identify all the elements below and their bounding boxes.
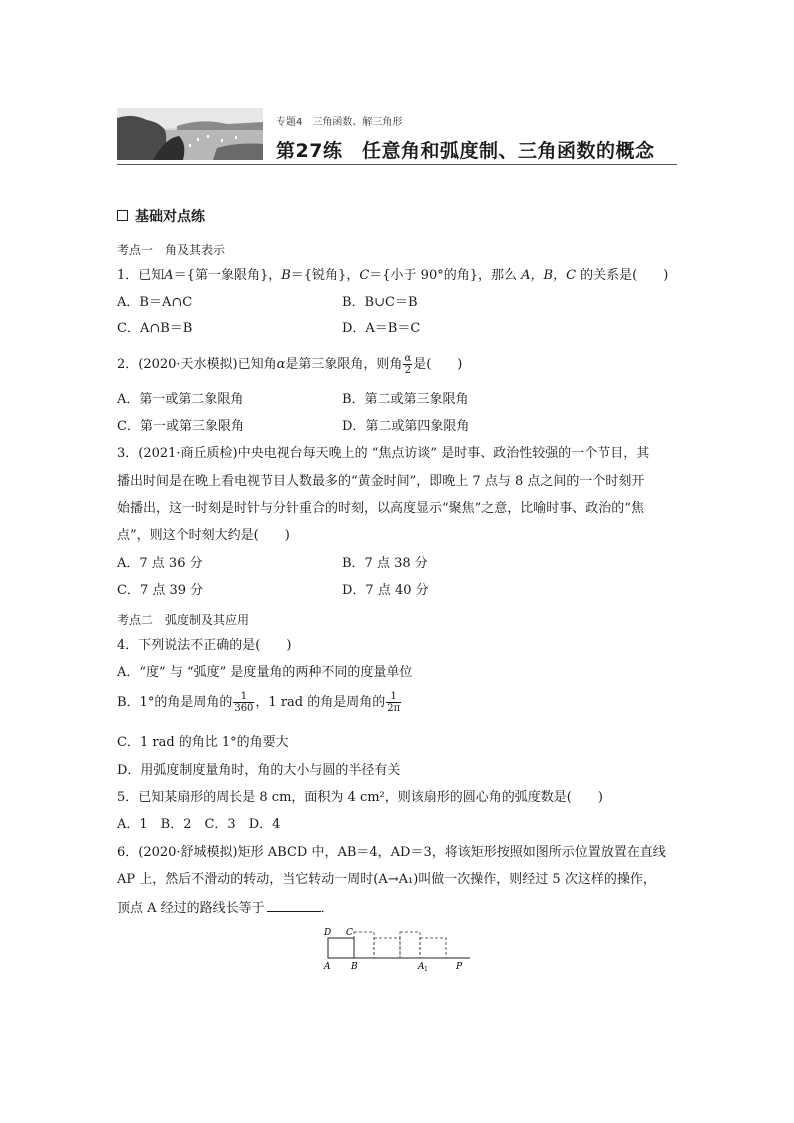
- label-c: C: [346, 928, 353, 938]
- q3-line-3: 始播出，这一时刻是时针与分针重合的时刻，以高度显示“聚焦”之意，比喻时事、政治的“焦: [117, 501, 644, 516]
- q5-stem: 5．已知某扇形的周长是 8 cm，面积为 4 cm²，则该扇形的圆心角的弧度数是( ): [117, 790, 603, 805]
- q3-option-b: B．7 点 38 分: [342, 556, 428, 571]
- label-a: A: [324, 962, 331, 972]
- q4-option-d: D．用弧度制度量角时，角的大小与圆的半径有关: [117, 763, 401, 778]
- q1-option-b: B．B∪C＝B: [342, 295, 418, 310]
- q3-option-a: A．7 点 36 分: [117, 556, 203, 571]
- answer-blank: [267, 899, 321, 912]
- dashed-rect-3: [400, 932, 420, 958]
- label-b: B: [351, 962, 358, 972]
- subject-label: 专题4 三角函数、解三角形: [276, 117, 403, 128]
- label-a1: A: [418, 962, 425, 972]
- header-landscape-image: [117, 108, 263, 160]
- page-title: 第27练 任意角和弧度制、三角函数的概念: [276, 140, 655, 162]
- q6-line-3: 顶点 A 经过的路线长等于 ．: [117, 901, 334, 916]
- kaodian-2: 考点二 弧度制及其应用: [117, 613, 250, 627]
- q3-line-4: 点”，则这个时刻大约是( ): [117, 528, 290, 543]
- q1-stem: 1．已知A＝{第一象限角}，B＝{锐角}，C＝{小于 90°的角}，那么 A，B，C 的关系是( ): [117, 268, 669, 283]
- q1-option-a: A．B＝A∩C: [117, 295, 193, 310]
- fraction-1-over-360: $\frac{1}{360}$: [234, 691, 254, 714]
- kaodian-1: 考点一 角及其表示: [117, 243, 226, 257]
- q2-option-b: B．第二或第三象限角: [342, 392, 469, 407]
- q5-options: A．1 B．2 C．3 D．4: [117, 817, 281, 832]
- q6-line-1: 6．(2020·舒城模拟)矩形 ABCD 中，AB＝4，AD＝3，将该矩形按照如图所示位置放置在直线: [117, 845, 666, 860]
- rectangle-rolling-figure: [318, 924, 474, 974]
- label-a1-subscript: 1: [424, 966, 428, 973]
- q2-option-d: D．第二或第四象限角: [342, 419, 470, 434]
- q1-option-c: C．A∩B＝B: [117, 321, 193, 336]
- header-divider: [117, 164, 677, 165]
- q6-line-2: AP 上，然后不滑动的转动，当它转动一周时(A→A₁)叫做一次操作，则经过 5 次这样的操作，: [117, 872, 656, 887]
- fraction-1-over-2pi: $\frac{1}{2\pi}$: [387, 691, 401, 714]
- q2-stem: 2．(2020·天水模拟)已知角α是第三象限角，则角 $\frac{\alpha}{2}$ 是( ): [117, 353, 463, 376]
- q4-stem: 4．下列说法不正确的是( ): [117, 638, 292, 653]
- q2-option-a: A．第一或第二象限角: [117, 392, 244, 407]
- q3-option-c: C．7 点 39 分: [117, 583, 204, 598]
- dashed-rect-1: [354, 932, 374, 958]
- q1-option-d: D．A＝B＝C: [342, 321, 421, 336]
- dashed-rect-4: [420, 938, 446, 958]
- q4-option-c: C．1 rad 的角比 1°的角要大: [117, 735, 289, 750]
- q4-option-b: B．1°的角是周角的 $\frac{1}{360}$ ，1 rad 的角是周角的 $\frac{1}{2\pi}$: [117, 691, 401, 714]
- square-icon: [117, 210, 128, 221]
- fraction-alpha-over-2: $\frac{\alpha}{2}$: [404, 353, 412, 376]
- section-heading: 基础对点练: [117, 206, 205, 226]
- q4-option-a: A．“度” 与 “弧度” 是度量角的两种不同的度量单位: [117, 665, 413, 680]
- q2-option-c: C．第一或第三象限角: [117, 419, 244, 434]
- q3-line-1: 3．(2021·商丘质检)中央电视台每天晚上的 “焦点访谈” 是时事、政治性较强的一个节目，其: [117, 446, 650, 461]
- label-p: P: [456, 962, 463, 972]
- rectangle-abcd: [328, 938, 354, 958]
- label-d: D: [324, 928, 332, 938]
- q3-line-2: 播出时间是在晚上看电视节目人数最多的“黄金时间”，即晚上 7 点与 8 点之间的一个时刻开: [117, 474, 645, 489]
- q3-option-d: D．7 点 40 分: [342, 583, 429, 598]
- dashed-rect-2: [374, 938, 400, 958]
